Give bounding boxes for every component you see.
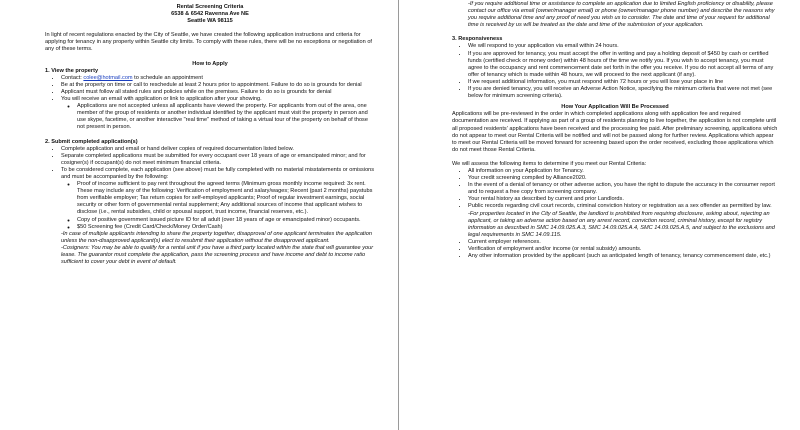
list-item: • All information on your Application for Tenancy. [468,168,778,175]
how-to-apply-heading: How to Apply [192,60,228,67]
assess-list [452,168,778,260]
list-item: • Complete application and email or hand deliver copies of required documentation listed below. [61,146,375,153]
list-item: • Verification of employment and/or income (or rental subsidy) amounts. [468,246,778,253]
address-line-1: 6538 & 6542 Ravenna Ave NE [171,11,249,18]
contact-text: to schedule an appointment [132,74,203,81]
list-item: ◦ Proof of income sufficient to pay rent throughout the agreed terms (Minimum gross monthly income required: 3x rent. These may include any of the following: Verification of employment and salary/wages; Recent (past 2 months) paystubs from verifiable employer; Tax return copies for self-employed applicants; Proof of regular investment earnings, social security or other form of governmental rental supplement; Any additional sources of income that applicant wishes to disclose (i.e., rental subsidies, child or spousal support, trust income, financial reserves, etc.). [77,181,375,216]
list-item: • Current employer references. [468,239,778,246]
public-records-text: Public records regarding civil court records, criminal conviction history or registration as a sex offender as permitted by law. [468,203,772,210]
list-item: • Be at the property on time or call to reschedule at least 2 hours prior to appointment. Failure to do so is grounds for denial [61,82,375,89]
list-item: • If we request additional information, you must respond within 72 hours or you will lose your place in line [468,79,778,86]
cosigner-note: -Cosigners: You may be able to qualify for a rental unit if you have a third party located within the state that will guarantee your lease. The guarantor must complete the application, pass the screening process and have income and debt to income ratio sufficient to cover your debt in event of default. [61,244,374,266]
list-item: • Separate completed applications must be submitted for every occupant over 18 years of age or emancipated minor; and for cosigner(s) if occupant(s) do not meet minimum financial criteria. [61,153,375,167]
seattle-note: -For properties located in the City of Seattle, the landlord is prohibited from requiring disclosure, asking about, rejecting an applicant, or taking an adverse action based on any arrest record, conviction record, criminal history, except for registry information as described in SMC 14.09.025.A.3, SMC 14.09.025.A.4, SMC 14.09.025.A.5, and subject to the exclusions and legal requirements in SMC 14.09.115. [468,210,775,238]
section-3-list [452,43,778,100]
page-divider [398,0,399,430]
section-1-sublist [45,103,375,131]
list-item: ◦ Copy of positive government issued picture ID for all adult (over 18 years of age or emancipated minor) occupants. [77,217,375,224]
assess-intro: We will assess the following items to determine if you meet our Rental Criteria: [452,160,647,167]
list-item: • To be considered complete, each application (see above) must be fully completed with no material misstatements or omissions and must be accompanied by the following: [61,167,375,181]
processing-heading: How Your Application Will Be Processed [561,104,669,111]
list-item: • Your credit screening compiled by Alliance2020. [468,175,778,182]
left-column [45,0,375,266]
list-item: • If you are approved for tenancy, you must accept the offer in writing and pay a holding deposit of $450 by cash or certified funds (certified check or money order) within 48 hours of the time we notify you. If you wish to accept tenancy, you must agree to the occupancy and rent commencement date set forth in the offer you receive. If you do not accept all terms of any offer of tenancy which is made within 48 hours, we will proceed to the next applicant (if any). [468,51,778,79]
header [45,4,375,25]
section-2-list [45,146,375,181]
processing-paragraph: Applications will be pre-reviewed in the order in which completed applications along with application fee and required documentation are received. If applying as part of a group of residents planning to live together, the application is not complete until all proposed residents' applications have been received and the processing fee paid. After preliminary screening, applications which do not appear to meet our Rental Criteria will be notified and will not be passed along for further review. Applications which appear to meet our Rental Criteria will be moved forward for screening based upon the order received, excluding those applications which do not meet those Rental Criteria. [452,111,778,153]
section-2-title: 2. Submit completed application(s) [45,138,138,145]
contact-email-link[interactable]: colee@hotmail.com [83,74,133,81]
list-item: ◦ $50 Screening fee (Credit Card/Check/Money Order/Cash) [77,224,375,231]
section-3-title: 3. Responsiveness [452,36,503,43]
list-item: • You will receive an email with application or link to application after your showing. [61,96,375,103]
list-item: • Your rental history as described by current and prior Landlords. [468,196,778,203]
list-item: • We will respond to your application via email within 24 hours. [468,43,778,50]
list-item [468,203,778,238]
right-column [452,0,778,260]
additional-time-note: -If you require additional time or assistance to complete an application due to limited English proficiency or disability, please contact our office via email (owner/manager email) or phone (owner/manager phone number) and describe the reasons why you require additional time and any proof of need you wish us to consider. The date and time of your request for additional time is received by us will be treated as the date and time of the submission of your application. [468,1,775,29]
list-item [61,75,375,82]
section-2-sublist [45,181,375,231]
section-1-title: 1. View the property [45,67,99,74]
list-item: ◦ Applications are not accepted unless all applicants have viewed the property. For applicants from out of the area, one member of the group of residents or another individual identified by the applicant must visit the property in person and use skype, facetime, or another interactive "real time" method of taking a virtual tour of the property on behalf of those not present in person. [77,103,375,131]
list-item: • If you are denied tenancy, you will receive an Adverse Action Notice, specifying the minimum criteria that were not met (see below for minimum screening criteria). [468,86,778,100]
doc-title: Rental Screening Criteria [176,4,244,10]
section-1-list [45,75,375,103]
contact-label: Contact: [61,74,84,81]
list-item: • In the event of a denial of tenancy or other adverse action, you have the right to dispute the accuracy in the consumer report and to request a free copy from screening company. [468,182,778,196]
list-item: • Applicant must follow all stated rules and policies while on the premises. Failure to do so is grounds for denial [61,89,375,96]
multiple-applicants-note: -In case of multiple applicants intending to share the property together, disapproval of one applicant terminates the application unless the non-disapproved applicant(s) elect to resubmit their application without the disapproved applicant. [61,230,372,244]
intro-paragraph: In light of recent regulations enacted by the City of Seattle, we have created the following application instructions and criteria for applying for tenancy in any property within Seattle city limits. To comply with these rules, there will be no exceptions or negotiation of any of these terms. [45,32,372,53]
list-item: • Any other information provided by the applicant (such as anticipated length of tenancy, tenancy commencement date, etc.) [468,253,778,260]
address-line-2: Seattle WA 98115 [187,18,233,25]
